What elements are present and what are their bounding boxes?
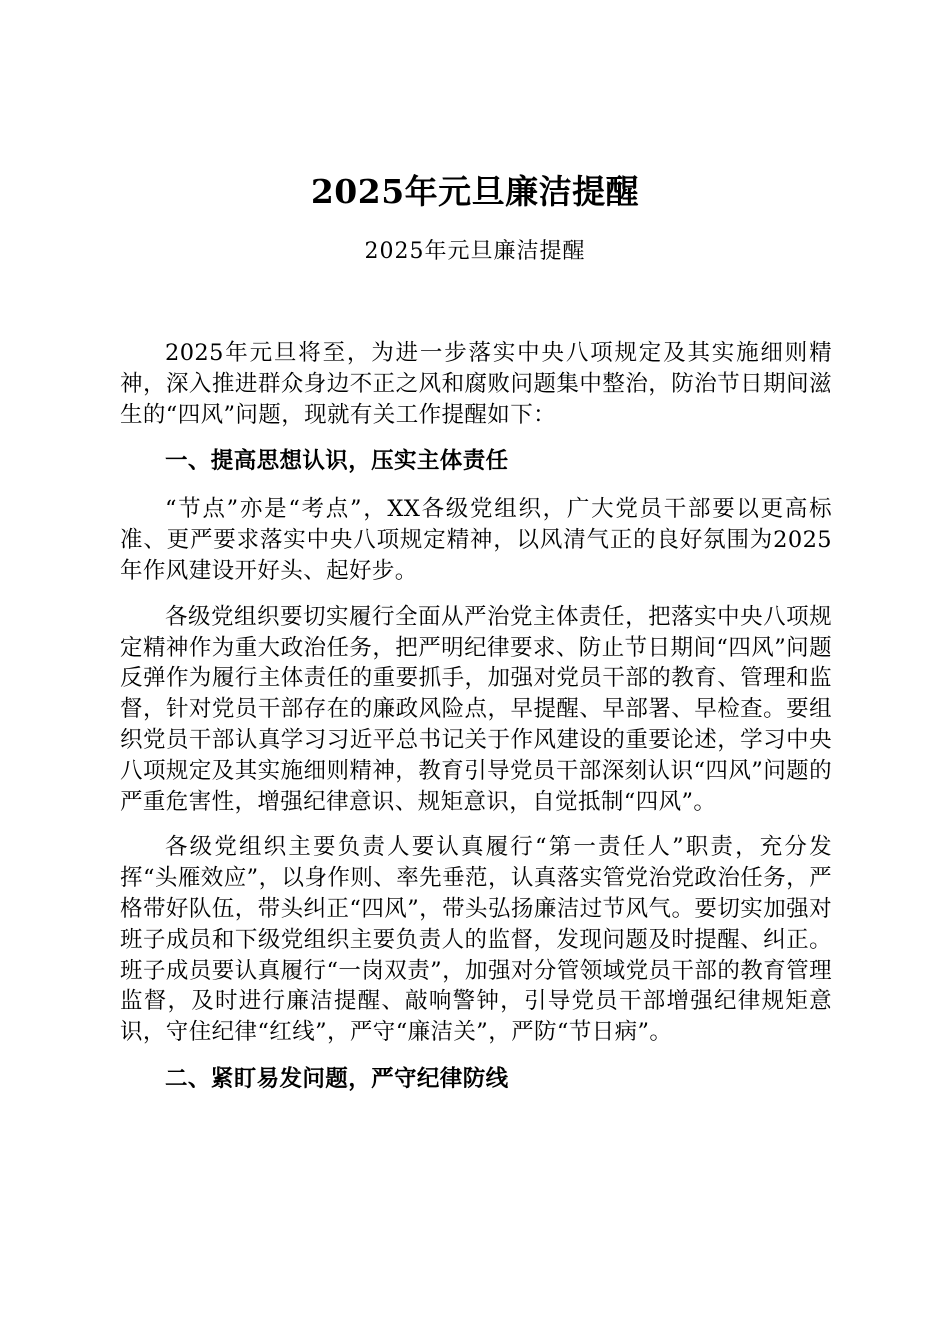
document-subtitle: 2025年元旦廉洁提醒	[364, 239, 586, 264]
section-heading-1: 一、提高思想认识，压实主体责任	[165, 448, 509, 475]
document-title: 2025年元旦廉洁提醒	[310, 172, 640, 211]
intro-paragraph: 2025年元旦将至，为进一步落实中央八项规定及其实施细则精神，深入推进群众身边不正之风和腐败问题集中整治，防治节日期间滋生的“四风”问题，现就有关工作提醒如下：	[120, 340, 832, 428]
section-heading-2: 二、紧盯易发问题，严守纪律防线	[165, 1065, 509, 1092]
document-body	[120, 338, 832, 1112]
section1-paragraph-1: “节点”亦是“考点”，XX各级党组织，广大党员干部要以更高标准、更严要求落实中央八项规定精神，以风清气正的良好氛围为2025年作风建设开好头、起好步。	[120, 496, 832, 584]
section1-paragraph-2: 各级党组织要切实履行全面从严治党主体责任，把落实中央八项规定精神作为重大政治任务，把严明纪律要求、防止节日期间“四风”问题反弹作为履行主体责任的重要抓手，加强对党员干部的教育、管理和监督，针对党员干部存在的廉政风险点，早提醒、早部署、早检查。要组织党员干部认真学习习近平总书记关于作风建设的重要论述，学习中央八项规定及其实施细则精神，教育引导党员干部深刻认识“四风”问题的严重危害性，增强纪律意识、规矩意识，自觉抵制“四风”。	[120, 603, 832, 815]
section1-paragraph-3: 各级党组织主要负责人要认真履行“第一责任人”职责，充分发挥“头雁效应”，以身作则、率先垂范，认真落实管党治党政治任务，严格带好队伍，带头纠正“四风”，带头弘扬廉洁过节风气。要切实加强对班子成员和下级党组织主要负责人的监督，发现问题及时提醒、纠正。班子成员要认真履行“一岗双责”，加强对分管领域党员干部的教育管理监督，及时进行廉洁提醒、敲响警钟，引导党员干部增强纪律规矩意识，守住纪律“红线”，严守“廉洁关”，严防“节日病”。	[120, 834, 832, 1046]
